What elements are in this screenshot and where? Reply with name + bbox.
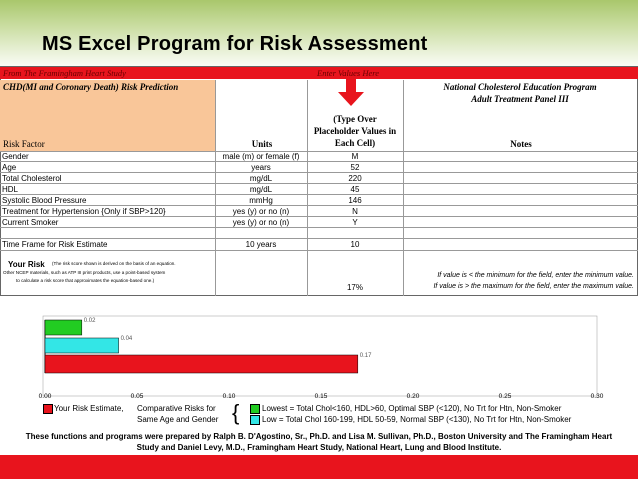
row-smoker-factor: Current Smoker [2,218,59,227]
bar-your-risk [45,355,358,373]
col-values-1: (Type Over [333,114,377,124]
note-minimum: If value is < the minimum for the field, enter the minimum value. [437,272,634,279]
grid-hline [0,216,638,217]
bar-low-comparative [45,338,119,353]
grid-hline [0,172,638,173]
row-gender-value[interactable]: M [351,152,359,161]
banner-enter-values: Enter Values Here [317,68,380,78]
row-timeframe-units: 10 years [245,240,277,249]
row-gender-units: male (m) or female (f) [222,152,300,161]
row-cholesterol-factor: Total Cholesterol [2,174,62,183]
row-smoker-value[interactable]: Y [352,218,358,227]
row-gender-factor: Gender [2,152,29,161]
grid-hline [0,250,638,251]
x-tick-label: 0.00 [38,393,52,400]
row-age-units: years [251,163,271,172]
col-values-3: Each Cell) [334,138,376,148]
row-timeframe-value[interactable]: 10 [350,240,360,249]
your-risk-label: Your Risk [8,260,45,269]
row-sbp-value[interactable]: 146 [348,196,362,205]
row-hdl-value[interactable]: 45 [350,185,360,194]
bar-label-low: 0.04 [120,336,133,342]
row-age-value[interactable]: 52 [350,163,360,172]
credit-line-1: These functions and programs were prepared by Ralph B. D'Agostino, Sr., Ph.D. and Lisa M. Sullivan, Ph.D., Boston University and The Framingham Heart [25,432,613,441]
page-title: MS Excel Program for Risk Assessment [42,33,428,55]
down-arrow-icon [336,79,366,107]
bar-label-your-risk: 0.17 [359,353,372,359]
row-hypertension-factor: Treatment for Hypertension {Only if SBP>120} [2,207,166,216]
grid-hline [0,205,638,206]
grid-hline [0,227,638,228]
col-risk-factor: Risk Factor [3,139,45,149]
row-age-factor: Age [2,163,17,172]
row-sbp-factor: Systolic Blood Pressure [2,196,87,205]
subheader-left: CHD(MI and Coronary Death) Risk Prediction [3,82,179,92]
col-units: Units [251,139,273,149]
subheader-right-2: Adult Treatment Panel III [471,94,569,104]
legend-low: Low = Total Chol 160-199, HDL 50-59, Normal SBP (<130), No Trt for Htn, Non-Smoker [262,415,572,424]
grid-hline [0,194,638,195]
row-cholesterol-units: mg/dL [249,174,273,183]
row-hdl-factor: HDL [2,185,19,194]
your-risk-desc-2: Other NCEP materials, such as ATP III print products, use a point-based system [3,270,166,275]
banner-source: From The Framingham Heart Study [3,68,126,78]
legend-swatch-lowest [250,404,260,414]
row-smoker-units: yes (y) or no (n) [232,218,290,227]
x-tick-label: 0.30 [590,393,604,400]
x-tick-label: 0.25 [498,393,512,400]
x-tick-label: 0.05 [130,393,144,400]
x-tick-label: 0.20 [406,393,420,400]
risk-bar-chart [0,300,638,410]
row-hypertension-value[interactable]: N [352,207,358,216]
legend-brace-icon: { [232,400,240,425]
col-values-2: Placeholder Values in [313,126,397,136]
row-timeframe-factor: Time Frame for Risk Estimate [2,240,108,249]
row-sbp-units: mmHg [249,196,273,205]
legend-your-risk: Your Risk Estimate, [54,404,124,413]
note-maximum: If value is > the maximum for the field, enter the maximum value. [433,283,634,290]
your-risk-desc-3: to calculate a risk score that approximates the equation-based one.) [16,278,155,283]
row-cholesterol-value[interactable]: 220 [348,174,362,183]
legend-comparative-2: Same Age and Gender [137,415,219,424]
grid-hline [0,238,638,239]
x-tick-label: 0.10 [222,393,236,400]
row-hdl-units: mg/dL [249,185,273,194]
legend-comparative-1: Comparative Risks for [137,404,216,413]
bar-label-lowest: 0.02 [83,318,96,324]
credit-text [0,431,638,453]
legend-swatch-low [250,415,260,425]
row-hypertension-units: yes (y) or no (n) [232,207,290,216]
grid-hline [0,161,638,162]
footer-band [0,455,638,479]
grid-hline [0,183,638,184]
credit-line-2: Study and Daniel Levy, M.D., Framingham Heart Study, National Heart, Lung and Blood Institute. [136,443,502,452]
grid-vline-3 [403,80,404,296]
bar-lowest-comparative [45,320,82,335]
legend-lowest: Lowest = Total Chol<160, HDL>60, Optimal SBP (<120), No Trt for Htn, Non-Smoker [262,404,562,413]
x-tick-label: 0.15 [314,393,328,400]
your-risk-desc-1: (The risk score shown is derived on the basis of an equation. [52,261,176,266]
subheader-right-1: National Cholesterol Education Program [443,82,597,92]
col-notes: Notes [510,139,532,149]
your-risk-value: 17% [346,283,363,292]
legend-swatch-your-risk [43,404,53,414]
